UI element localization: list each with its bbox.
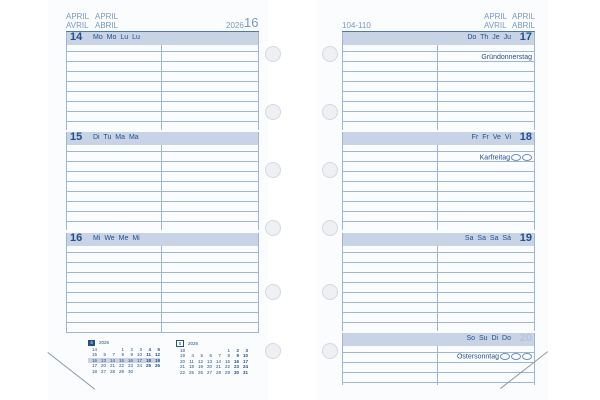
ruled-line bbox=[342, 71, 535, 72]
ruled-line bbox=[342, 151, 535, 152]
week-number-cell: 21 bbox=[179, 364, 185, 370]
column-divider bbox=[437, 246, 438, 331]
date-cell: 1 bbox=[227, 348, 230, 353]
month-number-box: 5 bbox=[176, 340, 184, 347]
ruled-line bbox=[66, 161, 259, 162]
ruled-line bbox=[342, 51, 535, 52]
ruled-line bbox=[66, 191, 259, 192]
date-cell: 20 bbox=[206, 364, 212, 370]
ruled-line bbox=[66, 312, 259, 313]
date-cell: 10 bbox=[242, 353, 248, 359]
mini-calendar-april bbox=[88, 340, 160, 374]
page-border bbox=[66, 132, 67, 230]
holiday-text: Karfreitag bbox=[479, 154, 510, 162]
day-section bbox=[66, 132, 259, 230]
date-cell: 31 bbox=[242, 369, 248, 375]
week-number-cell: 20 bbox=[179, 358, 185, 364]
ruled-line bbox=[342, 262, 535, 263]
ruled-line bbox=[342, 252, 535, 253]
date-cell: 2 bbox=[130, 347, 133, 352]
weekday-names: Do Th Je Ju bbox=[467, 34, 511, 41]
date-cell: 22 bbox=[224, 364, 230, 370]
binder-hole bbox=[265, 220, 281, 236]
week-number-cell: 22 bbox=[179, 369, 185, 375]
ruled-line bbox=[342, 221, 535, 222]
moon-phase-icon bbox=[511, 154, 521, 161]
ruled-line bbox=[66, 101, 259, 102]
ruled-line bbox=[342, 292, 535, 293]
binder-hole bbox=[265, 284, 281, 300]
ruled-line bbox=[66, 252, 259, 253]
page-border bbox=[534, 32, 535, 130]
page-border bbox=[342, 333, 343, 385]
binder-hole bbox=[322, 343, 338, 359]
ruled-line bbox=[66, 332, 259, 333]
weekday-names: Mi We Me Mi bbox=[93, 235, 140, 242]
binder-hole bbox=[322, 104, 338, 120]
page-border bbox=[342, 233, 343, 331]
column-divider bbox=[437, 145, 438, 230]
date-cell: 15 bbox=[224, 358, 230, 364]
day-header-bar bbox=[66, 132, 259, 145]
date-cell: 30 bbox=[233, 369, 239, 375]
date-cell: 23 bbox=[127, 363, 133, 369]
binder-hole bbox=[265, 343, 281, 359]
date-cell: 3 bbox=[139, 347, 142, 352]
ruled-line bbox=[342, 211, 535, 212]
page-border bbox=[258, 233, 259, 333]
date-cell: 1 bbox=[121, 347, 124, 352]
mini-calendar-week bbox=[88, 369, 160, 374]
month-label-es: ABRIL bbox=[95, 21, 119, 30]
date-cell: 14 bbox=[215, 358, 221, 364]
page-border bbox=[342, 32, 343, 130]
date-cell: 9 bbox=[236, 353, 239, 359]
page-border bbox=[534, 233, 535, 331]
day-number: 17 bbox=[519, 31, 532, 43]
date-cell bbox=[151, 369, 160, 374]
binder-hole bbox=[322, 162, 338, 178]
date-cell: 6 bbox=[209, 353, 212, 359]
ruled-line bbox=[66, 171, 259, 172]
page-border bbox=[534, 132, 535, 230]
ruled-line bbox=[342, 91, 535, 92]
date-cell: 16 bbox=[233, 358, 239, 364]
ruled-line bbox=[342, 171, 535, 172]
holiday-text: Ostersonntag bbox=[456, 353, 499, 361]
binder-hole bbox=[265, 46, 281, 62]
day-section bbox=[342, 333, 535, 385]
date-cell: 7 bbox=[112, 352, 115, 358]
ruled-line bbox=[342, 81, 535, 82]
month-label-es: ABRIL bbox=[512, 21, 536, 30]
date-cell: 13 bbox=[206, 358, 212, 364]
ruled-line bbox=[342, 372, 535, 373]
ruled-line bbox=[66, 121, 259, 122]
date-cell: 27 bbox=[206, 369, 212, 375]
date-cell: 2 bbox=[236, 348, 239, 353]
ruled-line bbox=[66, 51, 259, 52]
date-cell: 17 bbox=[242, 358, 248, 364]
date-cell: 24 bbox=[136, 363, 142, 369]
ruled-line bbox=[342, 111, 535, 112]
binder-hole bbox=[322, 220, 338, 236]
date-cell: 19 bbox=[197, 364, 203, 370]
ruled-line bbox=[66, 272, 259, 273]
ruled-line bbox=[66, 181, 259, 182]
page-border bbox=[534, 333, 535, 385]
day-header-bar bbox=[342, 32, 535, 45]
mini-calendar-week bbox=[176, 370, 248, 375]
mini-calendar-grid bbox=[88, 347, 160, 374]
ruled-line bbox=[342, 312, 535, 313]
ruled-line bbox=[66, 91, 259, 92]
month-label-en: APRIL bbox=[512, 12, 536, 21]
column-divider bbox=[161, 145, 162, 230]
month-label-fr: AVRIL bbox=[66, 21, 89, 30]
weekday-names: Fr Fr Ve Vi bbox=[471, 134, 511, 141]
ruled-line bbox=[342, 61, 535, 62]
date-cell: 16 bbox=[124, 358, 133, 363]
date-cell: 15 bbox=[115, 358, 124, 363]
date-cell: 17 bbox=[133, 358, 142, 363]
column-divider bbox=[437, 45, 438, 130]
week-number-cell: 14 bbox=[91, 347, 97, 352]
holiday-text: Gründonnerstag bbox=[481, 54, 532, 61]
ruled-line bbox=[342, 201, 535, 202]
holiday-label bbox=[481, 54, 532, 61]
ruled-line bbox=[342, 181, 535, 182]
date-cell: 25 bbox=[145, 363, 151, 369]
day-header-bar bbox=[66, 233, 259, 246]
binder-hole bbox=[265, 104, 281, 120]
month-label-de: APRIL bbox=[484, 12, 508, 21]
moon-phase-icon bbox=[522, 353, 532, 360]
date-cell: 26 bbox=[197, 369, 203, 375]
date-cell: 25 bbox=[188, 369, 194, 375]
day-header-bar bbox=[342, 233, 535, 246]
date-cell: 30 bbox=[127, 368, 133, 374]
day-number: 19 bbox=[519, 232, 532, 244]
ruled-line bbox=[66, 302, 259, 303]
date-cell: 29 bbox=[118, 368, 124, 374]
ruled-line bbox=[342, 272, 535, 273]
day-header-bar bbox=[66, 32, 259, 45]
day-section bbox=[342, 132, 535, 230]
ruled-line bbox=[66, 282, 259, 283]
holiday-label bbox=[457, 353, 532, 360]
page-border bbox=[342, 132, 343, 230]
date-cell: 11 bbox=[189, 358, 194, 364]
date-cell: 18 bbox=[188, 364, 194, 370]
moon-phase-icon bbox=[500, 353, 510, 360]
ruled-line bbox=[66, 292, 259, 293]
date-cell: 20 bbox=[100, 363, 106, 369]
mini-calendar-grid bbox=[176, 348, 248, 375]
week-number-cell: 18 bbox=[91, 368, 97, 374]
date-cell: 21 bbox=[215, 364, 221, 370]
date-cell: 26 bbox=[154, 363, 160, 369]
mini-calendar-year: 2026 bbox=[188, 340, 199, 346]
ruled-line bbox=[66, 111, 259, 112]
month-label-en: APRIL bbox=[95, 12, 119, 21]
weekday-names: Di Tu Ma Ma bbox=[93, 134, 139, 141]
ruled-line bbox=[342, 161, 535, 162]
month-number-box: 4 bbox=[88, 340, 95, 346]
date-cell: 8 bbox=[121, 352, 124, 358]
month-label-de: APRIL bbox=[66, 12, 90, 21]
ruled-line bbox=[342, 101, 535, 102]
date-cell: 10 bbox=[136, 352, 142, 358]
date-cell: 28 bbox=[215, 369, 221, 375]
weekday-names: Sa Sa Sa Sá bbox=[464, 235, 511, 242]
mini-calendar-may bbox=[176, 340, 248, 375]
ruled-line bbox=[66, 262, 259, 263]
mini-calendar-header bbox=[176, 340, 248, 347]
ruled-line bbox=[342, 302, 535, 303]
day-section bbox=[66, 32, 259, 130]
date-cell: 11 bbox=[146, 352, 151, 358]
date-cell: 5 bbox=[157, 347, 160, 352]
day-section bbox=[66, 233, 259, 333]
page-border bbox=[258, 132, 259, 230]
binder-hole bbox=[322, 284, 338, 300]
mini-calendar-header bbox=[88, 340, 160, 346]
date-cell: 12 bbox=[154, 352, 160, 358]
date-cell: 24 bbox=[242, 364, 248, 370]
page-border bbox=[66, 233, 67, 333]
moon-phase-icon bbox=[522, 154, 532, 161]
day-section bbox=[342, 233, 535, 331]
date-cell: 9 bbox=[130, 352, 133, 358]
date-cell: 18 bbox=[142, 358, 151, 363]
date-cell: 21 bbox=[109, 363, 115, 369]
date-cell: 28 bbox=[109, 368, 115, 374]
binder-hole bbox=[322, 46, 338, 62]
weekday-names: Mo Mo Lu Lu bbox=[93, 34, 140, 41]
month-label-fr: AVRIL bbox=[484, 21, 507, 30]
date-cell: 8 bbox=[227, 353, 230, 359]
week-number-cell: 15 bbox=[91, 352, 97, 358]
date-cell: 5 bbox=[200, 353, 203, 359]
date-cell: 13 bbox=[97, 358, 106, 363]
binder-hole bbox=[265, 162, 281, 178]
date-cell: 6 bbox=[103, 352, 106, 358]
day-number: 15 bbox=[70, 131, 83, 143]
day-number: 18 bbox=[519, 131, 532, 143]
mini-calendar-year: 2026 bbox=[99, 340, 110, 346]
column-divider bbox=[161, 246, 162, 333]
ruled-line bbox=[342, 121, 535, 122]
week-number-cell: 19 bbox=[179, 353, 185, 359]
ruled-line bbox=[342, 282, 535, 283]
date-cell: 23 bbox=[233, 364, 239, 370]
date-cell: 4 bbox=[191, 353, 194, 359]
day-header-bar bbox=[342, 333, 535, 346]
date-cell: 29 bbox=[224, 369, 230, 375]
date-cell: 3 bbox=[245, 348, 248, 353]
date-cell: 4 bbox=[148, 347, 151, 352]
ruled-line bbox=[66, 81, 259, 82]
date-cell: 27 bbox=[100, 368, 106, 374]
date-cell: 12 bbox=[197, 358, 203, 364]
page-code: 104-110 bbox=[342, 21, 371, 30]
ruled-line bbox=[342, 362, 535, 363]
page-border bbox=[258, 32, 259, 130]
date-cell bbox=[142, 369, 151, 374]
date-cell: 22 bbox=[118, 363, 124, 369]
column-divider bbox=[161, 45, 162, 130]
week-number-cell: 18 bbox=[179, 348, 185, 353]
page-border bbox=[66, 32, 67, 130]
ruled-line bbox=[342, 191, 535, 192]
ruled-line bbox=[342, 352, 535, 353]
day-number: 20 bbox=[519, 332, 532, 344]
moon-phase-icon bbox=[511, 353, 521, 360]
date-cell: 14 bbox=[106, 358, 115, 363]
ruled-line bbox=[66, 221, 259, 222]
date-cell: 19 bbox=[151, 358, 160, 363]
date-cell: 7 bbox=[218, 353, 221, 359]
column-divider bbox=[437, 346, 438, 385]
day-section bbox=[342, 32, 535, 130]
day-number: 16 bbox=[70, 232, 83, 244]
year-label: 2026 bbox=[226, 21, 244, 30]
ruled-line bbox=[66, 322, 259, 323]
ruled-line bbox=[66, 151, 259, 152]
ruled-line bbox=[66, 201, 259, 202]
week-number-cell: 16 bbox=[88, 358, 97, 363]
weekday-names: So Su Di Do bbox=[466, 335, 511, 342]
ruled-line bbox=[66, 211, 259, 212]
ruled-line bbox=[66, 61, 259, 62]
date-cell bbox=[133, 369, 142, 374]
day-number: 14 bbox=[70, 31, 83, 43]
ruled-line bbox=[66, 71, 259, 72]
week-number-cell: 17 bbox=[91, 363, 97, 369]
week-number: 16 bbox=[244, 15, 259, 30]
day-header-bar bbox=[342, 132, 535, 145]
ruled-line bbox=[342, 322, 535, 323]
